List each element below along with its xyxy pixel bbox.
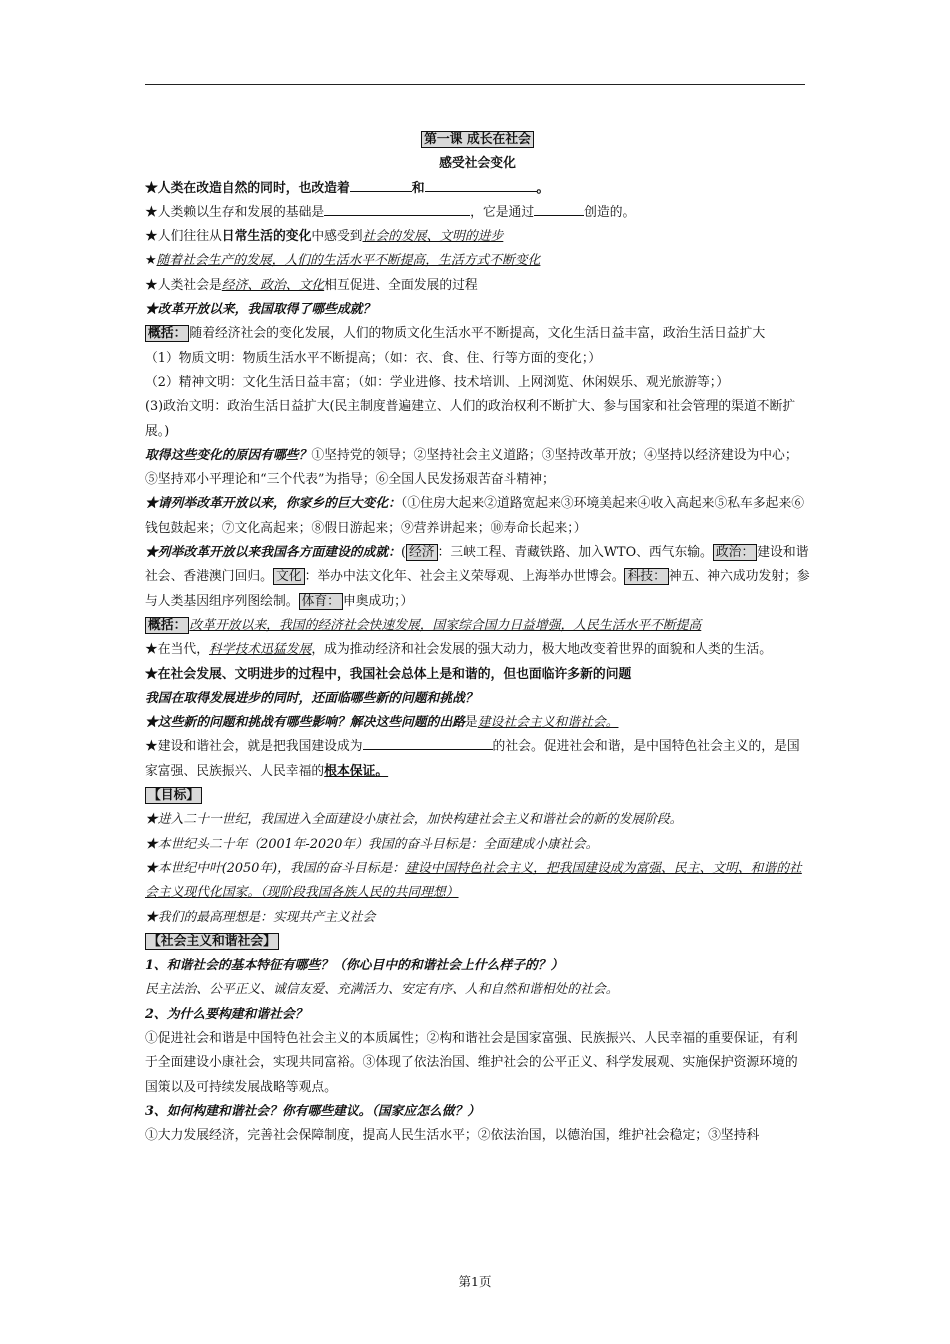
- tag-culture: 文化: [273, 568, 305, 585]
- line-6: ★改革开放以来，我国取得了哪些成就？: [145, 302, 376, 318]
- text: ★这些新的问题和挑战有哪些影响？解决这些问题的出路: [145, 715, 465, 731]
- text: 中感受到: [311, 229, 363, 245]
- text: 的社会。促进社会和谐，是中国特色社会主义的，是国家富强、民族振兴、人民幸福的: [145, 739, 800, 779]
- section-subtitle: 感受社会变化: [439, 156, 516, 172]
- text: 是: [464, 715, 478, 731]
- question-2: 2、为什么要构建和谐社会？: [145, 1006, 308, 1022]
- fill-blank: [534, 201, 584, 216]
- section-harmony-row: [145, 930, 810, 954]
- tag-tech: 科技：: [624, 568, 668, 585]
- text: ★在当代，: [145, 642, 209, 658]
- tag-politics: 政治：: [713, 544, 757, 561]
- line-3: [145, 225, 810, 249]
- line-2: [145, 201, 810, 225]
- text: 申奥成功；）: [342, 593, 414, 609]
- text: ★列举改革开放以来我国各方面建设的成就：: [145, 545, 401, 561]
- goal-3: [145, 857, 810, 906]
- text: 根本保证。: [324, 763, 389, 779]
- text: ①坚持党的领导；②坚持社会主义道路；③坚持改革开放；④坚持以经济建设为中心；⑤坚持邓小平理论和“三个代表”为指导；⑥全国人民发扬艰苦奋斗精神；: [145, 447, 798, 488]
- text: 科学技术迅猛发展: [208, 642, 312, 658]
- text: ★人们往往从: [145, 229, 222, 245]
- text: 创造的。: [584, 204, 636, 220]
- line-1: [145, 177, 810, 201]
- text: 社会的发展、文明的进步: [362, 229, 504, 245]
- line-15: [145, 638, 810, 662]
- summary-label: 概括：: [145, 325, 189, 342]
- text: ★建设和谐社会，就是把我国建设成为: [145, 739, 363, 755]
- goal-4: ★我们的最高理想是：实现共产主义社会: [145, 909, 376, 925]
- summary-label: 概括：: [145, 617, 189, 634]
- answer-1: 民主法治、公平正义、诚信友爱、充满活力、安定有序、人和自然和谐相处的社会。: [145, 982, 619, 998]
- line-5: [145, 274, 810, 298]
- lesson-title: 第一课 成长在社会: [421, 131, 534, 148]
- text: 随着经济社会的变化发展，人们的物质文化生活水平不断提高，文化生活日益丰富，政治生活日益扩大: [189, 326, 766, 342]
- tag-sports: 体育：: [299, 593, 343, 610]
- goal-2: ★本世纪头二十年（2001年-2020年）我国的奋斗目标是：全面建成小康社会。: [145, 836, 599, 852]
- text: 建设社会主义和谐社会。: [477, 715, 619, 731]
- text: 相互促进、全面发展的过程: [324, 277, 478, 293]
- line-16: ★在社会发展、文明进步的过程中，我国社会总体上是和谐的，但也面临许多新的问题: [145, 666, 632, 682]
- section-harmony-heading: 【社会主义和谐社会】: [145, 933, 279, 950]
- page-number: 第1页: [458, 1274, 492, 1289]
- fill-blank: [324, 201, 470, 216]
- fill-blank: [350, 177, 412, 192]
- text: 日常生活的变化: [221, 229, 312, 245]
- text: ★请列举改革开放以来，你家乡的巨大变化：: [145, 496, 401, 512]
- text: ，成为推动经济和社会发展的强大动力，极大地改变着世界的面貌和人类的生活。: [311, 642, 773, 658]
- text: 建设中国特色社会主义，把我国建设成为富强、民主、文明、和谐的社会主义现代化国家。（现阶段我国各族人民的共同理想）: [145, 860, 802, 901]
- fill-blank: [425, 177, 537, 192]
- text: ★本世纪中叶(2050年)，我国的奋斗目标是：: [145, 860, 406, 876]
- line-18: [145, 711, 810, 735]
- text: ★人类赖以生存和发展的基础是: [145, 204, 325, 220]
- lesson-title-row: [145, 128, 810, 152]
- text: ★: [145, 253, 157, 269]
- answer-3: ①大力发展经济，完善社会保障制度，提高人民生活水平；②依法治国，以德治国，维护社会稳定；③坚持科: [145, 1128, 760, 1144]
- tag-economy: 经济: [406, 544, 438, 561]
- text: ，它是通过: [470, 204, 535, 220]
- question-3: 3、如何构建和谐社会？你有哪些建议。（国家应怎么做？）: [145, 1103, 481, 1119]
- line-13: [145, 541, 810, 614]
- fill-blank: [363, 735, 493, 750]
- question-1: 1、和谐社会的基本特征有哪些？（你心目中的和谐社会上什么样子的？）: [145, 958, 564, 974]
- text: ★人类在改造自然的同时，也改造着: [145, 180, 350, 196]
- text: (: [400, 545, 406, 561]
- text: ：三峡工程、青藏铁路、加入WTO、西气东输。: [437, 545, 713, 561]
- text: （①住房大起来②道路宽起来③环境美起来④收入高起来⑤私车多起来⑥钱包鼓起来；⑦文化高起来；⑧假日游起来；⑨营养讲起来；⑩寿命长起来；）: [145, 496, 805, 536]
- text: 随着社会生产的发展，人们的生活水平不断提高，生活方式不断变化: [156, 253, 541, 269]
- document-body: [145, 128, 810, 1148]
- text: 神五、神六成功发射；参与人类基因组序列图绘制。: [145, 569, 810, 609]
- line-8: （1）物质文明：物质生活水平不断提高；（如：衣、食、住、行等方面的变化；）: [145, 350, 602, 366]
- line-11: [145, 444, 810, 493]
- line-14: [145, 614, 810, 638]
- text: 。: [536, 180, 550, 196]
- text: 取得这些变化的原因有哪些？: [145, 447, 312, 463]
- section-goals-heading: 【目标】: [145, 787, 202, 804]
- section-goals-row: [145, 784, 810, 808]
- text: 建设和谐社会、香港澳门回归。: [145, 545, 809, 585]
- header-rule: [145, 84, 805, 85]
- line-4: [145, 249, 810, 273]
- text: ★人类社会是: [145, 277, 222, 293]
- line-10: (3)政治文明：政治生活日益扩大(民主制度普遍建立、人们的政治权利不断扩大、参与国家和社会管理的渠道不断扩展。): [145, 399, 796, 439]
- text: 改革开放以来，我国的经济社会快速发展，国家综合国力日益增强，人民生活水平不断提高: [189, 617, 702, 633]
- text: 经济、政治、文化: [221, 277, 325, 293]
- line-17: 我国在取得发展进步的同时，还面临哪些新的问题和挑战？: [145, 690, 478, 706]
- line-7: [145, 322, 810, 346]
- line-9: （2）精神文明：文化生活日益丰富；（如：学业进修、技术培训、上网浏览、休闲娱乐、观光旅游等；）: [145, 374, 729, 390]
- answer-2: ①促进社会和谐是中国特色社会主义的本质属性；②构和谐社会是国家富强、民族振兴、人民幸福的重要保证，有利于全面建设小康社会，实现共同富裕。③体现了依法治国、维护社会的公平正义、科学发展观、实施保护资源环境的国策以及可持续发展战略等观点。: [145, 1030, 798, 1095]
- line-19: [145, 735, 810, 784]
- text: 和: [411, 180, 425, 196]
- line-12: [145, 492, 810, 541]
- goal-1: ★进入二十一世纪，我国进入全面建设小康社会，加快构建社会主义和谐社会的新的发展阶段。: [145, 812, 683, 828]
- text: ：举办中法文化年、社会主义荣辱观、上海举办世博会。: [304, 569, 625, 585]
